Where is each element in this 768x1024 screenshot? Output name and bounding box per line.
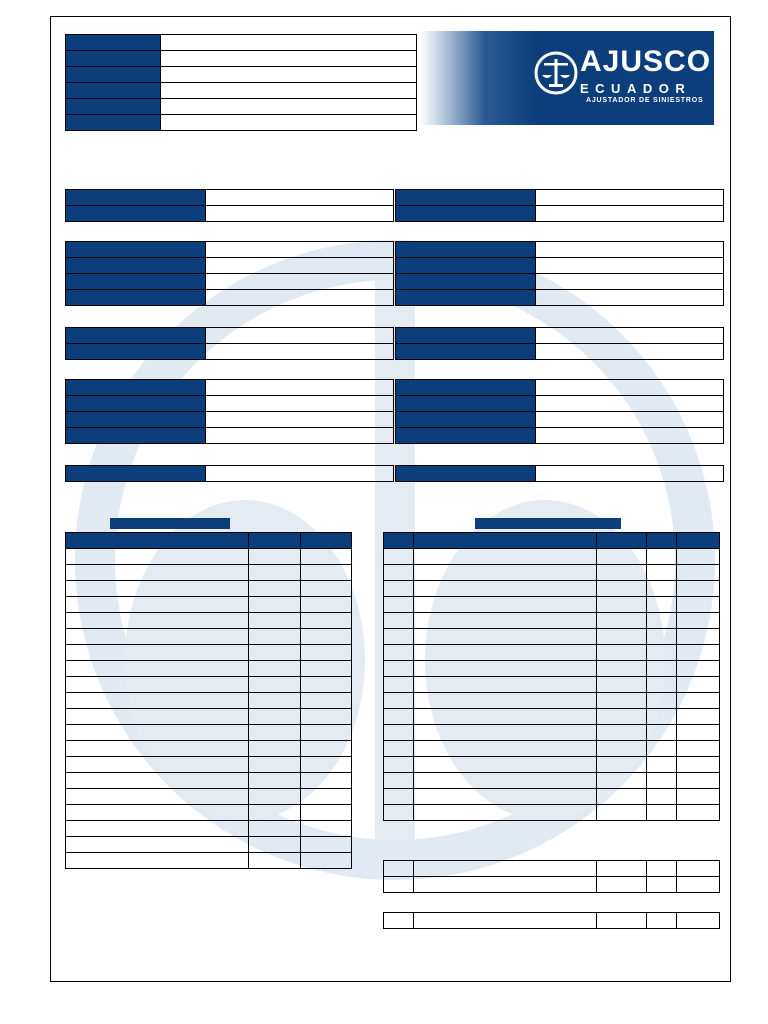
table-cell[interactable] [597,741,647,757]
table-cell[interactable] [647,677,677,693]
table-cell[interactable] [384,645,414,661]
table-cell[interactable] [677,661,720,677]
table-cell[interactable] [647,877,677,893]
table-header-cell [249,533,301,549]
table-cell[interactable] [647,773,677,789]
table-cell[interactable] [597,773,647,789]
table-header-cell [384,533,414,549]
table-cell[interactable] [677,913,720,929]
table-cell[interactable] [597,645,647,661]
table-cell[interactable] [414,913,597,929]
table-row [66,645,352,661]
table-cell[interactable] [677,645,720,661]
table-cell[interactable] [66,789,249,805]
right-section-title-bar [475,518,621,529]
table-row [384,693,720,709]
logo-brand-text: AJUSCO [580,45,712,78]
table-cell[interactable] [597,677,647,693]
table-cell[interactable] [597,709,647,725]
table-cell[interactable] [66,757,249,773]
table-cell[interactable] [647,629,677,645]
table-cell[interactable] [414,789,597,805]
right-summary-table-2 [383,912,720,929]
table-cell[interactable] [597,565,647,581]
table-cell[interactable] [647,757,677,773]
table-cell[interactable] [414,645,597,661]
table-row [66,741,352,757]
table-cell[interactable] [301,597,352,613]
table-row [384,565,720,581]
table-cell[interactable] [384,741,414,757]
table-cell[interactable] [677,725,720,741]
table-row [66,565,352,581]
table-row [66,789,352,805]
table-cell[interactable] [647,613,677,629]
field-group-4-right [395,379,724,444]
table-cell[interactable] [677,757,720,773]
table-row [66,709,352,725]
table-row [384,597,720,613]
table-cell[interactable] [597,661,647,677]
table-cell[interactable] [647,913,677,929]
table-header-row [66,533,352,549]
table-cell[interactable] [414,709,597,725]
table-cell[interactable] [301,549,352,565]
table-cell[interactable] [647,581,677,597]
table-cell[interactable] [249,549,301,565]
table-cell[interactable] [647,645,677,661]
field-group-2-left [65,241,394,306]
table-cell[interactable] [301,613,352,629]
table-row [384,913,720,929]
table-row [384,757,720,773]
table-cell[interactable] [301,565,352,581]
table-cell[interactable] [647,709,677,725]
table-cell[interactable] [384,709,414,725]
table-cell[interactable] [384,565,414,581]
table-cell[interactable] [301,853,352,869]
table-cell[interactable] [384,549,414,565]
table-cell[interactable] [677,549,720,565]
table-cell[interactable] [677,877,720,893]
table-cell[interactable] [384,597,414,613]
table-cell[interactable] [647,861,677,877]
table-cell[interactable] [66,549,249,565]
table-cell[interactable] [597,581,647,597]
table-cell[interactable] [301,837,352,853]
table-cell[interactable] [249,773,301,789]
table-cell[interactable] [677,805,720,821]
table-cell[interactable] [597,877,647,893]
table-cell[interactable] [249,821,301,837]
table-header-cell [647,533,677,549]
table-header-cell [677,533,720,549]
table-cell[interactable] [647,565,677,581]
table-row [66,773,352,789]
left-section-title-bar [110,518,230,529]
table-cell[interactable] [249,757,301,773]
table-cell[interactable] [384,789,414,805]
table-cell[interactable] [677,597,720,613]
field-group-1-left [65,189,394,222]
table-cell[interactable] [597,549,647,565]
table-cell[interactable] [384,877,414,893]
table-cell[interactable] [677,789,720,805]
table-cell[interactable] [414,661,597,677]
table-cell[interactable] [414,549,597,565]
table-cell[interactable] [384,677,414,693]
table-cell[interactable] [597,613,647,629]
table-cell[interactable] [647,741,677,757]
table-cell[interactable] [647,805,677,821]
table-cell[interactable] [414,861,597,877]
table-cell[interactable] [597,693,647,709]
table-cell[interactable] [249,837,301,853]
table-cell[interactable] [597,629,647,645]
table-row [384,725,720,741]
table-row [66,693,352,709]
table-cell[interactable] [384,725,414,741]
table-row [384,549,720,565]
field-group-3-left [65,327,394,360]
table-cell[interactable] [384,861,414,877]
table-cell[interactable] [66,581,249,597]
table-cell[interactable] [301,821,352,837]
table-row [384,581,720,597]
table-cell[interactable] [66,661,249,677]
table-row [384,661,720,677]
field-group-3-right [395,327,724,360]
company-logo [420,31,714,125]
table-header-cell [414,533,597,549]
table-cell[interactable] [66,565,249,581]
table-row [66,837,352,853]
table-cell[interactable] [66,629,249,645]
table-cell[interactable] [677,773,720,789]
field-group-5-right [395,465,724,482]
right-detail-table [383,532,720,821]
table-row [384,877,720,893]
table-row [384,709,720,725]
table-cell[interactable] [249,709,301,725]
table-cell[interactable] [414,773,597,789]
table-row [66,597,352,613]
table-cell[interactable] [66,853,249,869]
table-cell[interactable] [301,693,352,709]
table-row [66,581,352,597]
table-row [66,757,352,773]
table-row [384,773,720,789]
table-cell[interactable] [414,581,597,597]
table-cell[interactable] [66,709,249,725]
table-cell[interactable] [66,821,249,837]
table-cell[interactable] [249,805,301,821]
table-cell[interactable] [301,645,352,661]
table-row [384,645,720,661]
table-cell[interactable] [249,597,301,613]
table-cell[interactable] [647,725,677,741]
table-row [384,741,720,757]
table-row [384,613,720,629]
table-cell[interactable] [414,629,597,645]
table-cell[interactable] [66,645,249,661]
table-cell[interactable] [414,597,597,613]
table-cell[interactable] [414,757,597,773]
table-cell[interactable] [647,549,677,565]
table-cell[interactable] [677,677,720,693]
table-cell[interactable] [249,613,301,629]
table-cell[interactable] [249,629,301,645]
table-cell[interactable] [597,789,647,805]
table-cell[interactable] [414,877,597,893]
logo-subbrand-text: ECUADOR [580,81,692,96]
field-group-4-left [65,379,394,444]
header-info-table [65,34,417,131]
table-cell[interactable] [414,741,597,757]
table-cell[interactable] [66,837,249,853]
table-row [66,613,352,629]
table-cell[interactable] [384,757,414,773]
table-cell[interactable] [414,725,597,741]
table-row [66,549,352,565]
table-cell[interactable] [677,741,720,757]
table-header-cell [66,533,249,549]
table-cell[interactable] [384,773,414,789]
table-cell[interactable] [249,565,301,581]
table-cell[interactable] [384,581,414,597]
table-cell[interactable] [414,805,597,821]
logo-tagline-text: AJUSTADOR DE SINIESTROS [586,97,704,104]
right-summary-table-1 [383,860,720,893]
table-cell[interactable] [66,805,249,821]
table-cell[interactable] [384,661,414,677]
table-row [384,805,720,821]
table-cell[interactable] [384,693,414,709]
table-cell[interactable] [384,629,414,645]
table-cell[interactable] [301,677,352,693]
table-cell[interactable] [249,725,301,741]
field-group-5-left [65,465,394,482]
table-cell[interactable] [66,677,249,693]
table-cell[interactable] [249,853,301,869]
table-cell[interactable] [301,661,352,677]
table-cell[interactable] [677,861,720,877]
table-row [384,789,720,805]
table-cell[interactable] [647,693,677,709]
field-group-2-right [395,241,724,306]
table-cell[interactable] [597,725,647,741]
table-row [66,805,352,821]
table-cell[interactable] [66,741,249,757]
table-cell[interactable] [647,789,677,805]
table-cell[interactable] [384,613,414,629]
left-detail-table [65,532,352,869]
table-cell[interactable] [301,581,352,597]
table-cell[interactable] [384,805,414,821]
table-cell[interactable] [301,709,352,725]
table-cell[interactable] [384,913,414,929]
table-cell[interactable] [414,565,597,581]
table-cell[interactable] [249,645,301,661]
table-cell[interactable] [597,805,647,821]
table-cell[interactable] [597,757,647,773]
table-cell[interactable] [677,565,720,581]
table-cell[interactable] [301,629,352,645]
table-cell[interactable] [597,597,647,613]
table-cell[interactable] [414,693,597,709]
table-cell[interactable] [414,677,597,693]
table-cell[interactable] [677,693,720,709]
table-cell[interactable] [66,597,249,613]
table-cell[interactable] [301,741,352,757]
table-cell[interactable] [597,861,647,877]
table-header-cell [597,533,647,549]
table-cell[interactable] [66,693,249,709]
table-cell[interactable] [647,597,677,613]
table-row [66,629,352,645]
table-row [384,629,720,645]
table-cell[interactable] [414,613,597,629]
table-row [384,677,720,693]
table-cell[interactable] [677,709,720,725]
table-cell[interactable] [249,741,301,757]
table-cell[interactable] [301,725,352,741]
table-cell[interactable] [301,757,352,773]
table-cell[interactable] [66,613,249,629]
table-cell[interactable] [301,789,352,805]
table-row [384,861,720,877]
table-cell[interactable] [647,661,677,677]
table-row [66,725,352,741]
table-cell[interactable] [677,613,720,629]
table-cell[interactable] [677,629,720,645]
table-cell[interactable] [249,789,301,805]
table-row [66,821,352,837]
table-row [66,661,352,677]
table-cell[interactable] [66,773,249,789]
table-row [66,853,352,869]
table-cell[interactable] [249,677,301,693]
table-cell[interactable] [249,693,301,709]
table-row [66,677,352,693]
table-cell[interactable] [301,773,352,789]
table-header-row [384,533,720,549]
table-cell[interactable] [66,725,249,741]
table-cell[interactable] [301,805,352,821]
table-cell[interactable] [249,661,301,677]
field-group-1-right [395,189,724,222]
scales-of-justice-icon [534,51,578,95]
table-cell[interactable] [249,581,301,597]
table-header-cell [301,533,352,549]
table-cell[interactable] [677,581,720,597]
table-cell[interactable] [597,913,647,929]
